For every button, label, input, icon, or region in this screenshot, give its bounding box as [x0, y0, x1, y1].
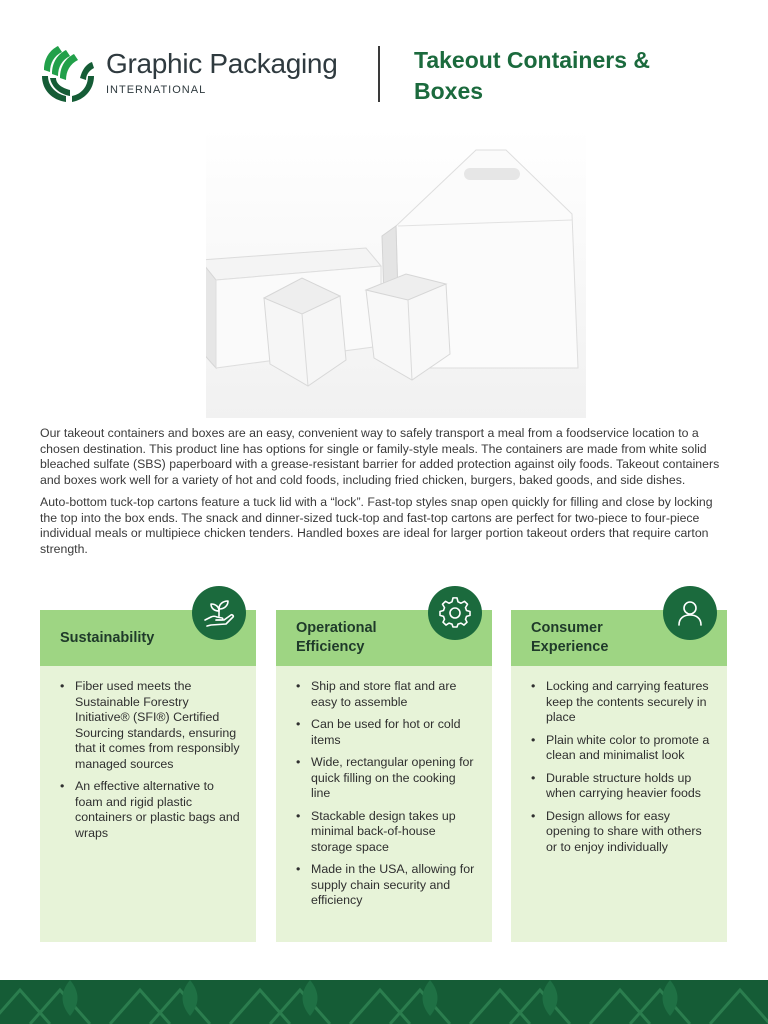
list-item: • Design allows for easy opening to share with others or to enjoy individually — [531, 809, 713, 856]
card-title — [531, 619, 631, 657]
intro-paragraph-1: Our takeout containers and boxes are an easy, convenient way to safely transport a meal from a foodservice location to a chosen destination. This product line has options for single or family-style meals. The containers are made from white solid bleached sulfate (SBS) paperboard with a grease-resistant barrier for added protection against oily foods. Takeout containers and boxes work well for a variety of hot and cold foods, including fried chicken, burgers, baked goods, and side dishes. — [40, 426, 720, 487]
company-logo-icon — [40, 44, 96, 104]
list-item: • Made in the USA, allowing for supply chain security and efficiency — [296, 862, 478, 909]
list-item: • Fiber used meets the Sustainable Forestry Initiative® (SFI®) Certified Sourcing standards, ensuring that it comes from responsibly managed sources — [60, 679, 242, 772]
list-item: • Durable structure holds up when carrying heavier foods — [531, 771, 713, 802]
page-title-line-1: Takeout Containers & — [414, 47, 650, 73]
card-title: Sustainability — [60, 629, 155, 646]
card-title — [296, 619, 406, 657]
list-item: • Can be used for hot or cold items — [296, 717, 478, 748]
card-header — [40, 610, 256, 666]
card-title-text: Consumer Experience — [531, 620, 609, 655]
page-title — [414, 45, 734, 107]
brand-name: Graphic Packaging — [106, 48, 338, 79]
list-item: • Locking and carrying features keep the contents securely in place — [531, 679, 713, 726]
gear-icon — [428, 586, 482, 640]
card-list — [276, 666, 492, 909]
card-header — [511, 610, 727, 666]
brand-subtitle: INTERNATIONAL — [106, 84, 207, 96]
page-title-line-2: Boxes — [414, 78, 484, 104]
page-header — [40, 40, 740, 110]
card-title-text: Operational Efficiency — [296, 620, 377, 655]
list-item: • An effective alternative to foam and rigid plastic containers or plastic bags and wraps — [60, 779, 242, 841]
header-divider — [378, 46, 380, 102]
card-list — [511, 666, 727, 855]
intro-text — [40, 426, 730, 564]
card-consumer-experience — [511, 610, 727, 942]
card-list — [40, 666, 256, 841]
product-photo — [206, 128, 586, 418]
person-icon — [663, 586, 717, 640]
list-item: • Stackable design takes up minimal back-of-house storage space — [296, 809, 478, 856]
brand-block — [106, 48, 337, 96]
list-item: • Ship and store flat and are easy to assemble — [296, 679, 478, 710]
card-header — [276, 610, 492, 666]
hand-plant-icon — [192, 586, 246, 640]
card-sustainability — [40, 610, 256, 942]
card-operational-efficiency — [276, 610, 492, 942]
leaf-pattern-icon — [0, 980, 768, 1024]
list-item: • Plain white color to promote a clean and minimalist look — [531, 733, 713, 764]
intro-paragraph-2: Auto-bottom tuck-top cartons feature a tuck lid with a “lock”. Fast-top styles snap open quickly for filling and close by locking the top into the box ends. The snack and dinner-sized tuck-top and fast-top cartons are perfect for two-piece to four-piece individual meals or multipiece chicken tenders. Handled boxes are ideal for larger portion takeout orders that require carton strength. — [40, 495, 713, 556]
list-item: • Wide, rectangular opening for quick filling on the cooking line — [296, 755, 478, 802]
footer-pattern-band — [0, 980, 768, 1024]
